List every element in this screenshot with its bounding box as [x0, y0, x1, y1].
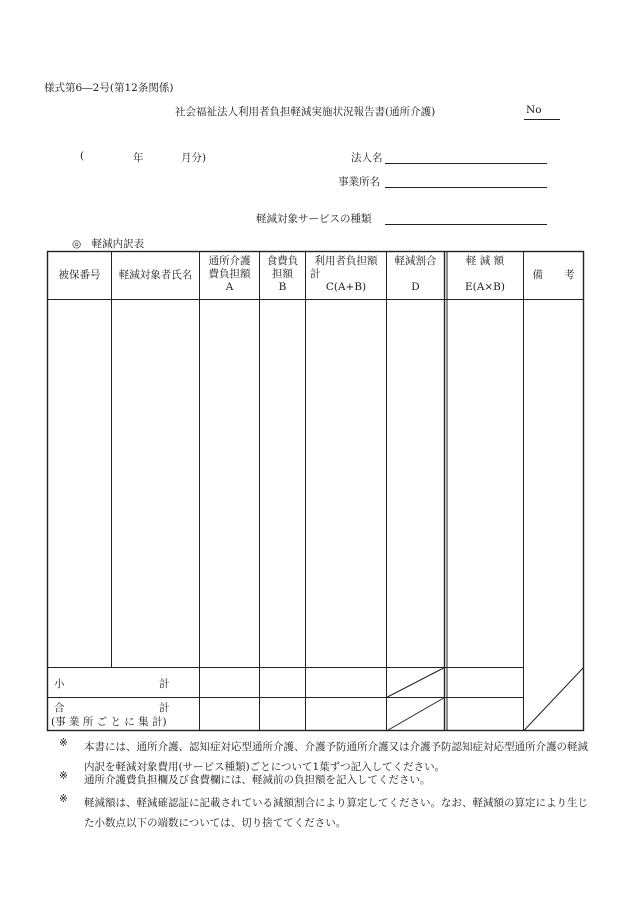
note-3-text: 軽減額は、軽減確認証に記載されている減額割合により算定してください。なお、軽減額の算定により生じた小数点以下の端数については、切り捨ててください。 [84, 797, 588, 829]
header-reduction-rate-d: 軽減割合 D [394, 255, 437, 293]
header-care-fee-a: 通所介護 費負担額 A [208, 255, 251, 293]
subtotal-label: 小 計 [54, 678, 170, 690]
note-1-mark: ※ [59, 737, 68, 749]
total-sublabel: (事 業 所 ご と に 集 計) [51, 716, 167, 728]
total-label: 合 計 [54, 702, 170, 714]
header-insured-no: 被保番号 [58, 269, 101, 281]
table-border [48, 252, 584, 731]
period-month-label: 月分) [181, 152, 207, 164]
header-meal-fee-b: 食費負 担額 B [266, 255, 299, 293]
note-2-text: 通所介護費負担欄及び食費欄には、軽減前の負担額を記入してください。 [84, 774, 431, 786]
corp-name-label: 法人名 [351, 152, 383, 164]
header-remarks: 備 考 [532, 269, 575, 281]
note-3-mark: ※ [59, 793, 68, 805]
note-2-mark: ※ [59, 770, 68, 782]
form-no-label: No [526, 104, 542, 116]
form-number: 様式第6―2号(第12条関係) [44, 82, 174, 94]
service-type-label: 軽減対象サービスの種類 [256, 213, 372, 225]
section-label: ◎ 軽減内訳表 [72, 238, 145, 250]
header-beneficiary-name: 軽減対象者氏名 [118, 269, 193, 281]
note-1-text: 本書には、通所介護、認知症対応型通所介護、介護予防通所介護又は介護予防認知症対応型通所介護の軽減内訳を軽減対象費用(サービス種類)ごとについて1葉ずつ記入してください。 [84, 741, 588, 773]
header-user-total-c: 利用者負担額 計 C(A+B) [310, 255, 378, 293]
diag-remarks [524, 668, 584, 732]
diag-total-d [387, 698, 445, 732]
office-name-label: 事業所名 [338, 176, 380, 188]
period-year-label: 年 [133, 152, 144, 164]
diag-subtotal-d [387, 668, 445, 698]
period-open-paren: ( [80, 150, 85, 162]
header-reduction-amount-e: 軽 減 額 E(A×B) [465, 255, 505, 293]
form-title: 社会福祉法人利用者負担軽減実施状況報告書(通所介護) [175, 106, 436, 118]
